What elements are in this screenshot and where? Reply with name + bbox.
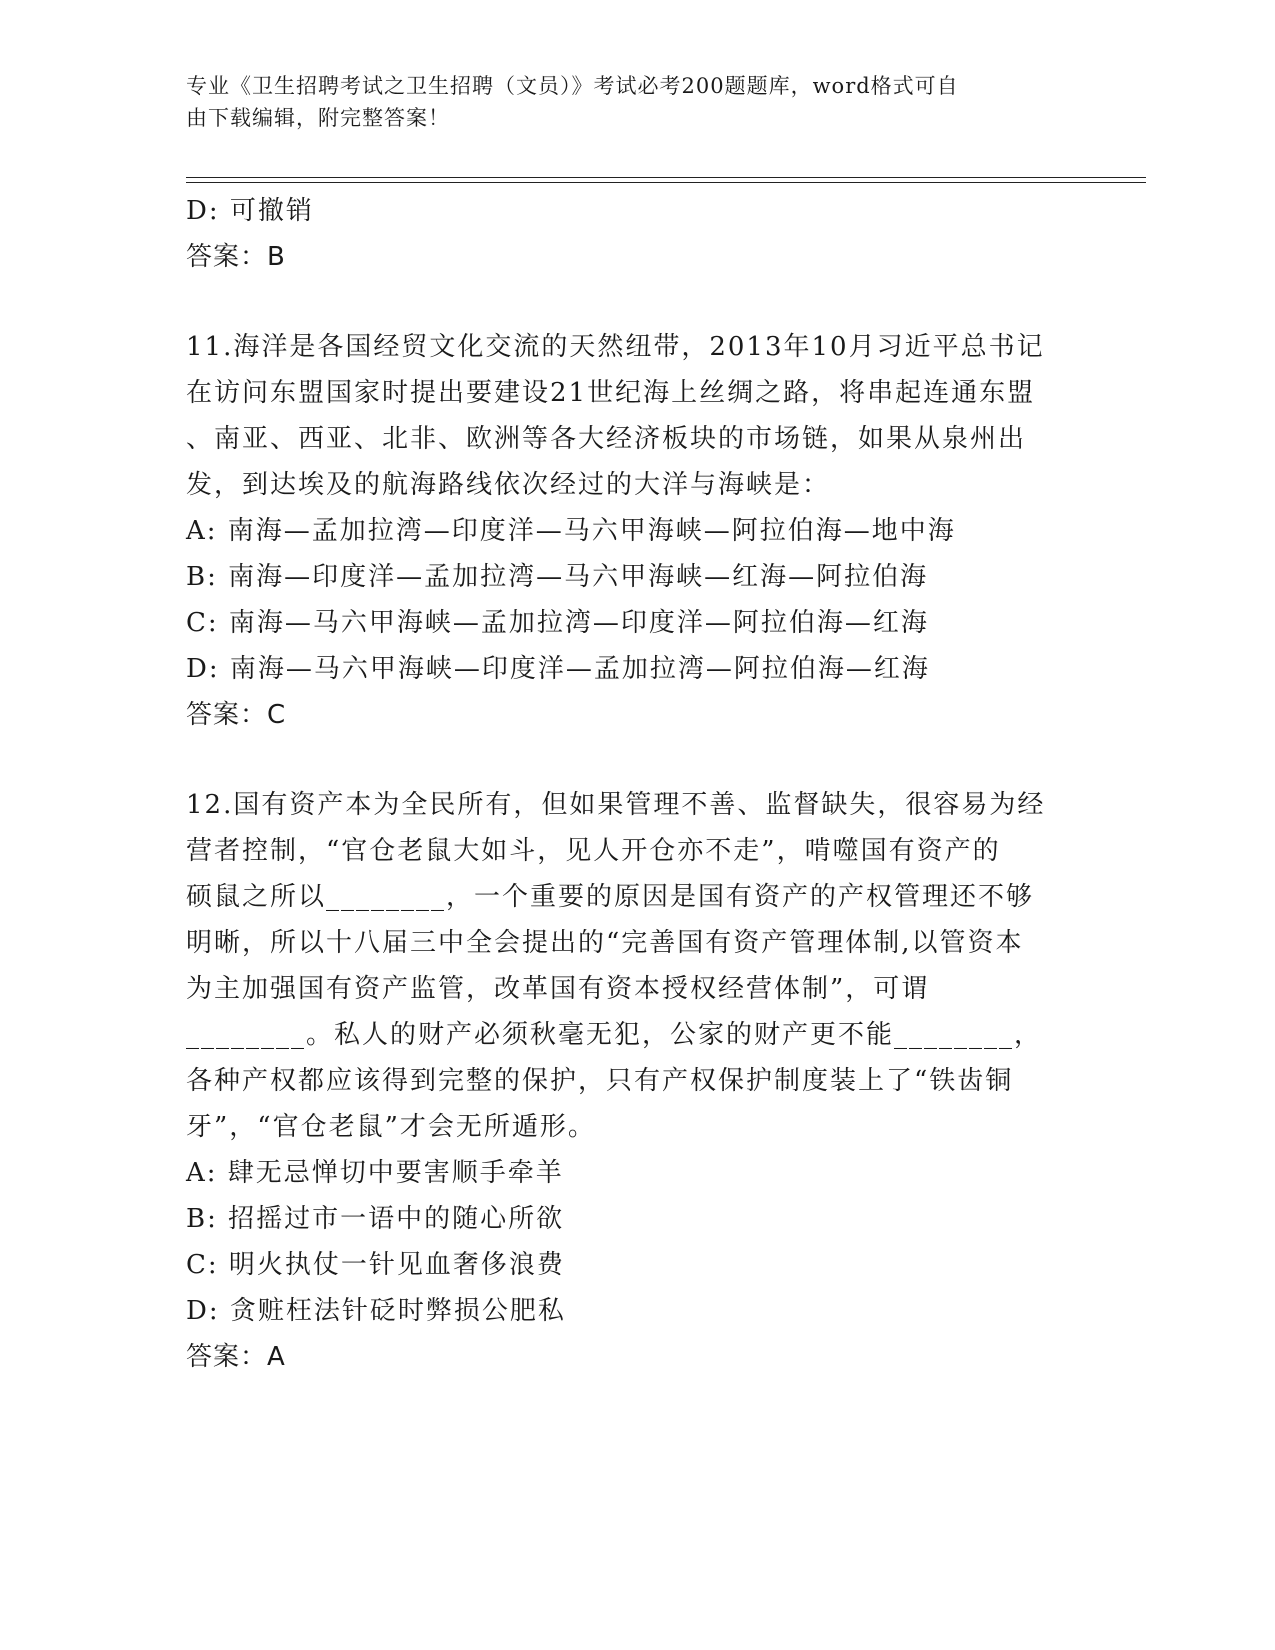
question-text-line: 发，到达埃及的航海路线依次经过的大洋与海峡是： xyxy=(186,470,831,500)
answer-line: 答案：B xyxy=(186,242,286,272)
header-line-1: 专业《卫生招聘考试之卫生招聘（文员）》考试必考200题题库，word格式可自 xyxy=(186,74,959,98)
question-text-line: 12.国有资产本为全民所有，但如果管理不善、监督缺失，很容易为经 xyxy=(186,790,1046,820)
previous-question-tail xyxy=(186,188,1086,280)
question-text-line: 11.海洋是各国经贸文化交流的天然纽带，2013年10月习近平总书记 xyxy=(186,332,1045,362)
question-text-line: 硕鼠之所以________，一个重要的原因是国有资产的产权管理还不够 xyxy=(186,882,1035,912)
answer-line: 答案：C xyxy=(186,700,287,730)
option-a: A: 南海—孟加拉湾—印度洋—马六甲海峡—阿拉伯海—地中海 xyxy=(186,516,956,546)
question-12 xyxy=(186,782,1086,1380)
header-rule-bottom xyxy=(186,182,1146,183)
page-header xyxy=(186,70,1066,134)
question-text-line: 牙”，“官仓老鼠”才会无所遁形。 xyxy=(186,1112,596,1142)
option-b: B: 招摇过市一语中的随心所欲 xyxy=(186,1204,565,1234)
document-body xyxy=(186,188,1086,1380)
option-a: A: 肆无忌惮切中要害顺手牵羊 xyxy=(186,1158,564,1188)
option-c: C: 南海—马六甲海峡—孟加拉湾—印度洋—阿拉伯海—红海 xyxy=(186,608,929,638)
header-rule-top xyxy=(186,177,1146,178)
answer-line: 答案：A xyxy=(186,1342,286,1372)
question-11 xyxy=(186,324,1086,738)
option-d: D: 可撤销 xyxy=(186,196,314,226)
header-line-2: 由下载编辑，附完整答案！ xyxy=(186,106,450,130)
option-d: D: 南海—马六甲海峡—印度洋—孟加拉湾—阿拉伯海—红海 xyxy=(186,654,930,684)
option-c: C: 明火执仗一针见血奢侈浪费 xyxy=(186,1250,565,1280)
option-b: B: 南海—印度洋—孟加拉湾—马六甲海峡—红海—阿拉伯海 xyxy=(186,562,929,592)
option-d: D: 贪赃枉法针砭时弊损公肥私 xyxy=(186,1296,566,1326)
question-text-line: 、南亚、西亚、北非、欧洲等各大经济板块的市场链，如果从泉州出 xyxy=(186,424,1027,454)
question-text-line: ________。私人的财产必须秋毫无犯，公家的财产更不能________， xyxy=(186,1020,1043,1050)
question-text-line: 营者控制，“官仓老鼠大如斗，见人开仓亦不走”，啃噬国有资产的 xyxy=(186,836,1001,866)
question-text-line: 明晰，所以十八届三中全会提出的“完善国有资产管理体制,以管资本 xyxy=(186,928,1024,958)
question-text-line: 在访问东盟国家时提出要建设21世纪海上丝绸之路，将串起连通东盟 xyxy=(186,378,1036,408)
question-text-line: 各种产权都应该得到完整的保护，只有产权保护制度装上了“铁齿铜 xyxy=(186,1066,1014,1096)
spacer xyxy=(186,738,1086,782)
question-text-line: 为主加强国有资产监管，改革国有资本授权经营体制”，可谓 xyxy=(186,974,930,1004)
spacer xyxy=(186,280,1086,324)
